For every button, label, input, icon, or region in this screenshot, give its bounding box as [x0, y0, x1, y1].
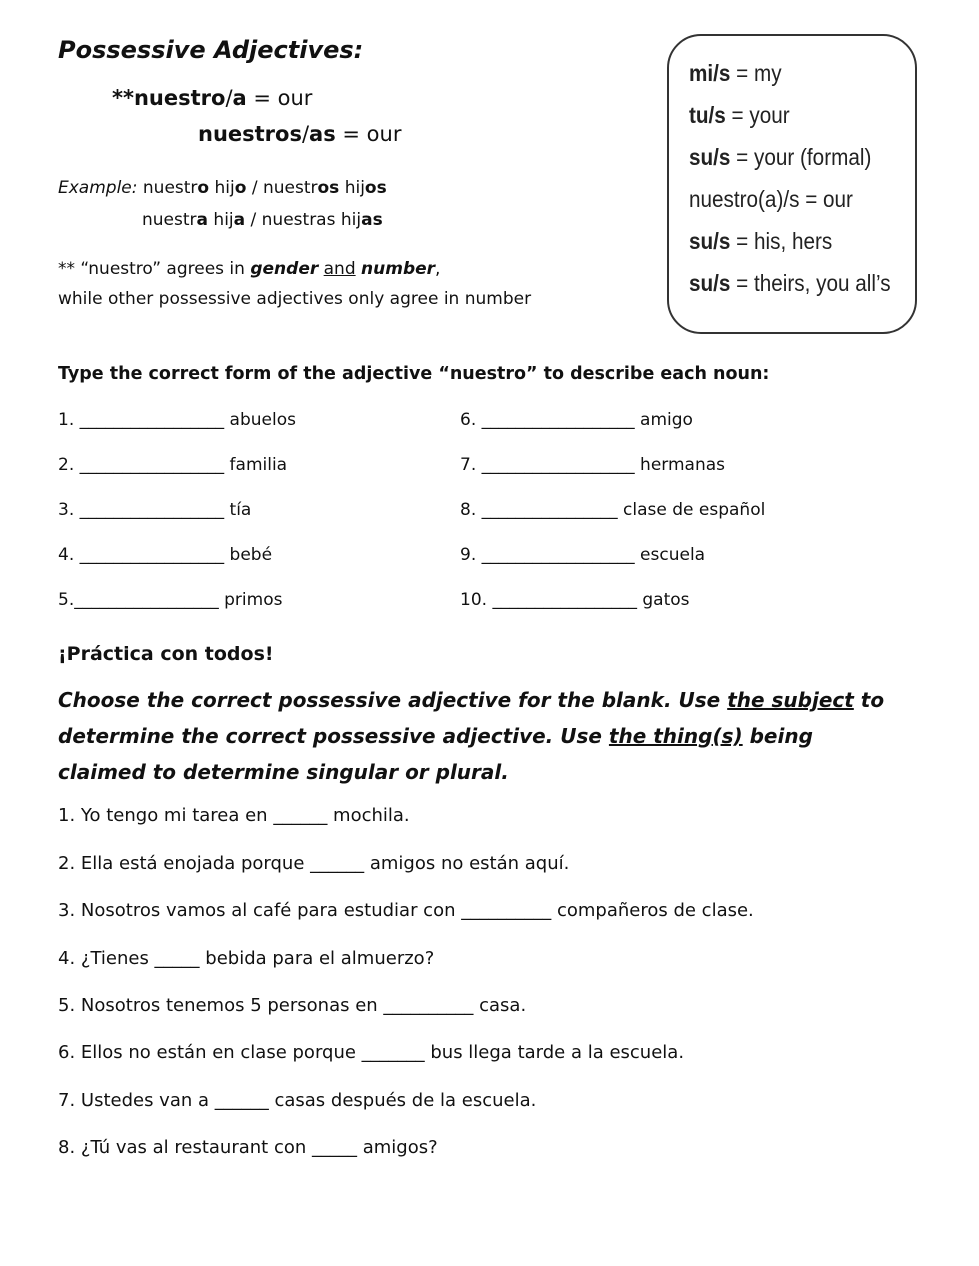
- example2-p5: / nuestras hij: [245, 210, 362, 230]
- example1-p2: o: [197, 178, 210, 198]
- instr-underline-things: the thing(s): [608, 724, 743, 748]
- reference-bold: su/s: [689, 270, 731, 296]
- reference-line: [689, 186, 853, 213]
- example1-p7: hij: [339, 178, 365, 198]
- note-comma: ,: [435, 259, 441, 279]
- item-noun: familia: [229, 455, 288, 475]
- note-gender: gender: [250, 259, 319, 279]
- example1-p3: hij: [209, 178, 235, 198]
- practica-sentence: 6. Ellos no están en clase porque _______ bus llega tarde a la escuela.: [58, 1042, 685, 1063]
- answer-blank[interactable]: __________________: [481, 545, 635, 565]
- item-number: 5.: [58, 590, 75, 610]
- practica-heading: ¡Práctica con todos!: [58, 643, 274, 665]
- practica-instructions: [58, 682, 898, 790]
- item-number: 8.: [460, 500, 477, 520]
- exercise1-item: [58, 410, 296, 430]
- example2-p2: a: [196, 210, 209, 230]
- rule1-word-a: nuestro: [133, 86, 226, 110]
- reference-rest: = his, hers: [730, 228, 833, 254]
- note-number: number: [361, 259, 436, 279]
- rule2-word-a: nuestros: [198, 122, 302, 146]
- answer-blank[interactable]: _________________: [79, 455, 225, 475]
- exercise1-item: [58, 590, 282, 610]
- exercise1-item: [460, 455, 725, 475]
- reference-line: [689, 60, 782, 87]
- example2-p1: nuestr: [142, 210, 197, 230]
- reference-line: [689, 102, 790, 129]
- item-number: 10.: [460, 590, 488, 610]
- rule1-slash: /: [225, 86, 233, 110]
- reference-line: [689, 144, 871, 171]
- practica-sentence: 7. Ustedes van a ______ casas después de la escuela.: [58, 1090, 537, 1111]
- answer-blank[interactable]: _________________: [79, 500, 225, 520]
- example-label: Example:: [58, 178, 138, 198]
- example1-p6: os: [317, 178, 340, 198]
- instr-part: being claimed to determine singular or plural.: [58, 724, 813, 784]
- answer-blank[interactable]: __________________: [481, 410, 635, 430]
- reference-rest: nuestro(a)/s = our: [689, 186, 853, 212]
- item-number: 3.: [58, 500, 75, 520]
- exercise1-item: [58, 545, 272, 565]
- instr-part: Choose the correct possessive adjective for the blank. Use: [58, 688, 728, 712]
- page-title: Possessive Adjectives:: [58, 36, 364, 64]
- note-prefix: ** “nuestro” agrees in: [58, 259, 251, 279]
- rule-nuestro-singular: [112, 86, 312, 110]
- instr-part: to determine the correct possessive adjective. Use: [58, 688, 885, 748]
- agreement-note-line-2: while other possessive adjectives only agree in number: [58, 289, 532, 309]
- rule2-meaning: = our: [335, 122, 402, 146]
- answer-blank[interactable]: ________________: [481, 500, 618, 520]
- example1-p5: / nuestr: [246, 178, 318, 198]
- exercise1-instructions: Type the correct form of the adjective “nuestro” to describe each noun:: [58, 364, 770, 384]
- item-number: 2.: [58, 455, 75, 475]
- item-number: 7.: [460, 455, 477, 475]
- practica-sentence: 4. ¿Tienes _____ bebida para el almuerzo?: [58, 948, 435, 969]
- reference-bold: tu/s: [689, 102, 726, 128]
- item-noun: tía: [229, 500, 252, 520]
- item-number: 1.: [58, 410, 75, 430]
- reference-line: [689, 228, 832, 255]
- item-noun: abuelos: [229, 410, 296, 430]
- reference-rest: = my: [730, 60, 782, 86]
- rule1-stars: **: [112, 86, 134, 110]
- item-noun: escuela: [640, 545, 706, 565]
- reference-rest: = theirs, you all’s: [730, 270, 891, 296]
- example-line-2: [142, 210, 383, 230]
- answer-blank[interactable]: _________________: [74, 590, 219, 610]
- answer-blank[interactable]: _________________: [79, 410, 225, 430]
- item-number: 4.: [58, 545, 75, 565]
- item-number: 9.: [460, 545, 477, 565]
- practica-sentence: 1. Yo tengo mi tarea en ______ mochila.: [58, 805, 410, 826]
- practica-sentence: 5. Nosotros tenemos 5 personas en __________ casa.: [58, 995, 527, 1016]
- practica-sentence: 3. Nosotros vamos al café para estudiar con __________ compañeros de clase.: [58, 900, 754, 921]
- item-noun: primos: [224, 590, 283, 610]
- example-line-1: [58, 178, 387, 198]
- practica-sentence: 2. Ella está enojada porque ______ amigos no están aquí.: [58, 853, 570, 874]
- instr-underline-subject: the subject: [727, 688, 854, 712]
- example2-p3: hij: [208, 210, 234, 230]
- item-number: 6.: [460, 410, 477, 430]
- answer-blank[interactable]: _________________: [79, 545, 225, 565]
- item-noun: bebé: [229, 545, 273, 565]
- answer-blank[interactable]: _________________: [492, 590, 637, 610]
- rule1-meaning: = our: [246, 86, 313, 110]
- rule1-word-b: a: [232, 86, 247, 110]
- note-and: and: [323, 259, 356, 279]
- reference-bold: su/s: [689, 228, 731, 254]
- reference-box: [667, 34, 917, 334]
- answer-blank[interactable]: __________________: [481, 455, 635, 475]
- exercise1-item: [58, 455, 287, 475]
- example2-p4: a: [233, 210, 246, 230]
- rule-nuestro-plural: [198, 122, 401, 146]
- item-noun: amigo: [640, 410, 693, 430]
- rule2-slash: /: [301, 122, 310, 146]
- practica-sentence: 8. ¿Tú vas al restaurant con _____ amigos?: [58, 1137, 438, 1158]
- item-noun: clase de español: [623, 500, 766, 520]
- agreement-note: [58, 259, 440, 279]
- example2-p6: as: [361, 210, 383, 230]
- exercise1-item: [460, 410, 693, 430]
- item-noun: gatos: [642, 590, 690, 610]
- reference-rest: = your (formal): [730, 144, 872, 170]
- reference-bold: mi/s: [689, 60, 731, 86]
- example1-p8: os: [364, 178, 387, 198]
- example1-p1: nuestr: [142, 178, 198, 198]
- item-noun: hermanas: [640, 455, 725, 475]
- exercise1-item: [58, 500, 251, 520]
- reference-bold: su/s: [689, 144, 731, 170]
- example1-p4: o: [234, 178, 247, 198]
- exercise1-item: [460, 500, 765, 520]
- exercise1-item: [460, 590, 690, 610]
- reference-line: [689, 270, 891, 297]
- reference-rest: = your: [725, 102, 790, 128]
- rule2-word-b: as: [309, 122, 336, 146]
- exercise1-item: [460, 545, 705, 565]
